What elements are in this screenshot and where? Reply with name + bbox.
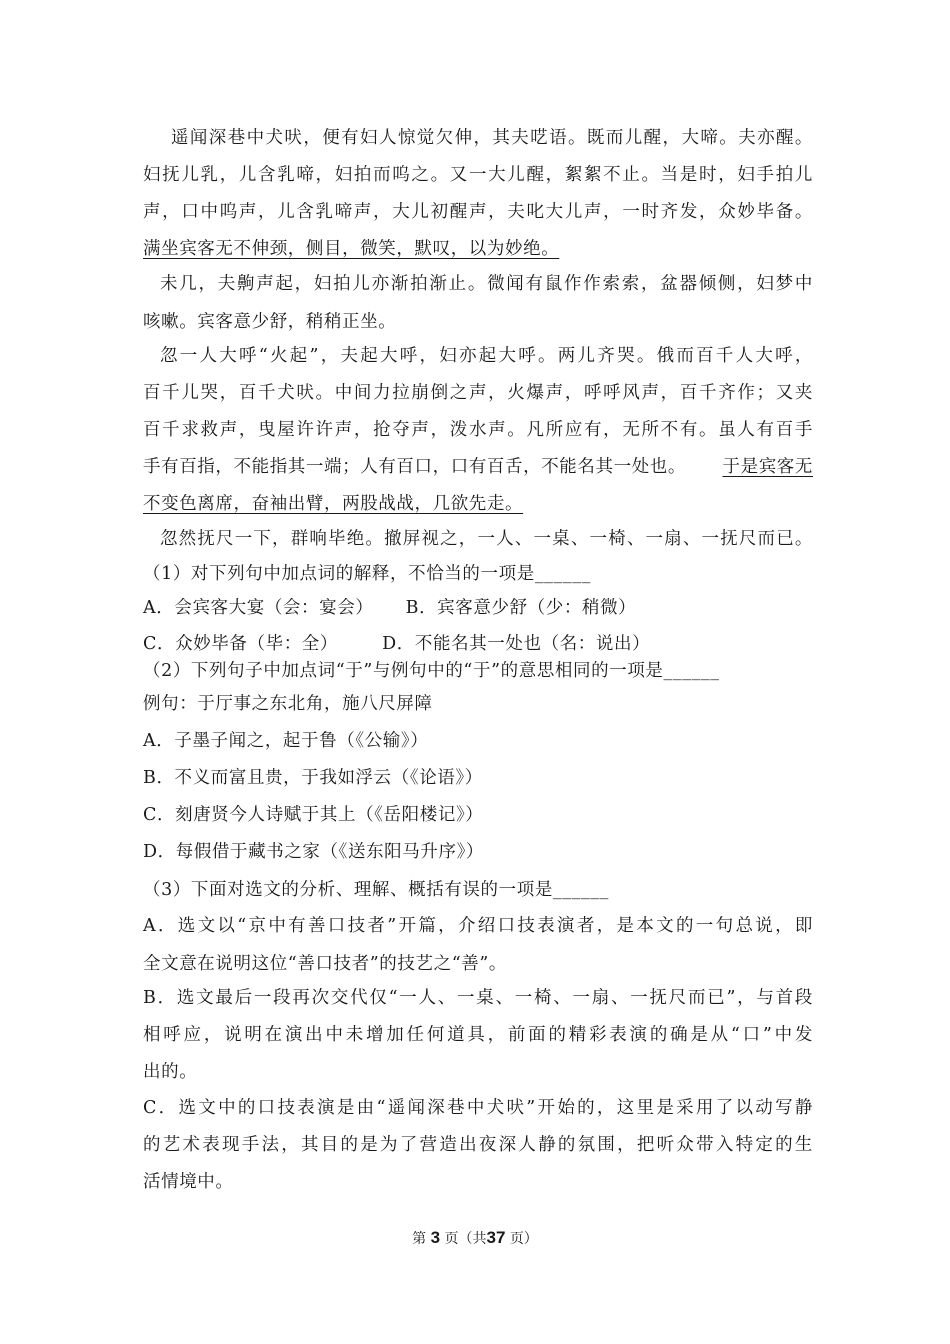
option-d: D．不能名其一处也（名：说出） [382,634,651,654]
underlined-sentence: 满坐宾客无不伸颈，侧目，微笑，默叹，以为妙绝。 [143,239,560,259]
question-3-option-b-cont: 相呼应，说明在演出中未增加任何道具，前面的精彩表演的确是从“口”中发 [143,1025,813,1045]
passage-line: 忽一人大呼“火起”，夫起大呼，妇亦起大呼。两儿齐哭。俄而百千人大呼， [160,346,813,366]
question-3-option-b: B．选文最后一段再次交代仅“一人、一桌、一椅、一扇、一抚尺而已”，与首段 [143,988,813,1008]
question-2-option-c: C．刻唐贤今人诗赋于其上（《岳阳楼记》） [143,805,484,825]
question-3-stem: （3）下面对选文的分析、理解、概括有误的一项是______ [143,880,610,900]
footer-prefix: 第 [412,1231,427,1247]
passage-line: 妇抚儿乳，儿含乳啼，妇拍而呜之。又一大儿醒，絮絮不止。当是时，妇手拍儿 [143,165,813,185]
passage-line: 百千儿哭，百千犬吠。中间力拉崩倒之声，火爆声，呼呼风声，百千齐作；又夹 [143,383,813,403]
question-3-option-a: A．选文以“京中有善口技者”开篇，介绍口技表演者，是本文的一句总说，即 [143,916,813,936]
underlined-sentence: 于是宾客无 [722,457,813,477]
question-3-option-c: C．选文中的口技表演是由“遥闻深巷中犬吠”开始的，这里是采用了以动写静 [143,1098,813,1118]
question-3-option-a-cont: 全文意在说明这位“善口技者”的技艺之“善”。 [143,954,507,974]
passage-line: 未几，夫齁声起，妇拍儿亦渐拍渐止。微闻有鼠作作索索，盆器倾侧，妇梦中 [160,274,813,294]
passage-text: 手有百指，不能指其一端；人有百口，口有百舌，不能名其一处也。 [143,457,686,477]
passage-line-underlined [143,237,813,261]
current-page-number: 3 [430,1228,441,1247]
question-2-stem: （2）下列句子中加点词“于”与例句中的“于”的意思相同的一项是______ [143,661,720,681]
passage-line: 忽然抚尺一下，群响毕绝。撤屏视之，一人、一桌、一椅、一扇、一抚尺而已。 [160,529,813,549]
question-2-example: 例句：于厅事之东北角，施八尺屏障 [143,694,433,714]
question-3-option-b-cont: 出的。 [143,1062,198,1082]
passage-line: 百千求救声，曳屋许许声，抢夺声，泼水声。凡所应有，无所不有。虽人有百手 [143,420,813,440]
option-a: A．会宾客大宴（会：宴会） [143,598,374,618]
passage-line: 咳嗽。宾客意少舒，稍稍正坐。 [143,312,397,332]
question-2-option-a: A．子墨子闻之，起于鲁（《公输》） [143,731,429,751]
total-page-number: 37 [486,1228,506,1247]
question-3-option-c-cont: 的艺术表现手法，其目的是为了营造出夜深人静的氛围，把听众带入特定的生 [143,1135,813,1155]
question-2-option-d: D．每假借于藏书之家（《送东阳马升序》） [143,842,485,862]
footer-middle: 页（共 [444,1231,487,1247]
question-1-options-ab [143,596,813,620]
question-2-option-b: B．不义而富且贵，于我如浮云（《论语》） [143,768,483,788]
passage-line [143,455,813,479]
passage-line: 声，口中呜声，儿含乳啼声，大儿初醒声，夫叱大儿声，一时齐发，众妙毕备。 [143,202,813,222]
footer-suffix: 页） [509,1231,538,1247]
question-1-stem: （1）对下列句中加点词的解释，不恰当的一项是______ [143,564,591,584]
passage-line-underlined [143,492,813,516]
underlined-sentence: 不变色离席，奋袖出臂，两股战战，几欲先走。 [143,494,524,514]
passage-line: 遥闻深巷中犬吠，便有妇人惊觉欠伸，其夫呓语。既而儿醒，大啼。夫亦醒。 [171,128,813,148]
option-b: B．宾客意少舒（少：稍微） [405,598,637,618]
question-1-options-cd [143,632,813,656]
option-c: C．众妙毕备（毕：全） [143,634,338,654]
question-3-option-c-cont: 活情境中。 [143,1172,234,1192]
page-footer [0,1228,950,1249]
